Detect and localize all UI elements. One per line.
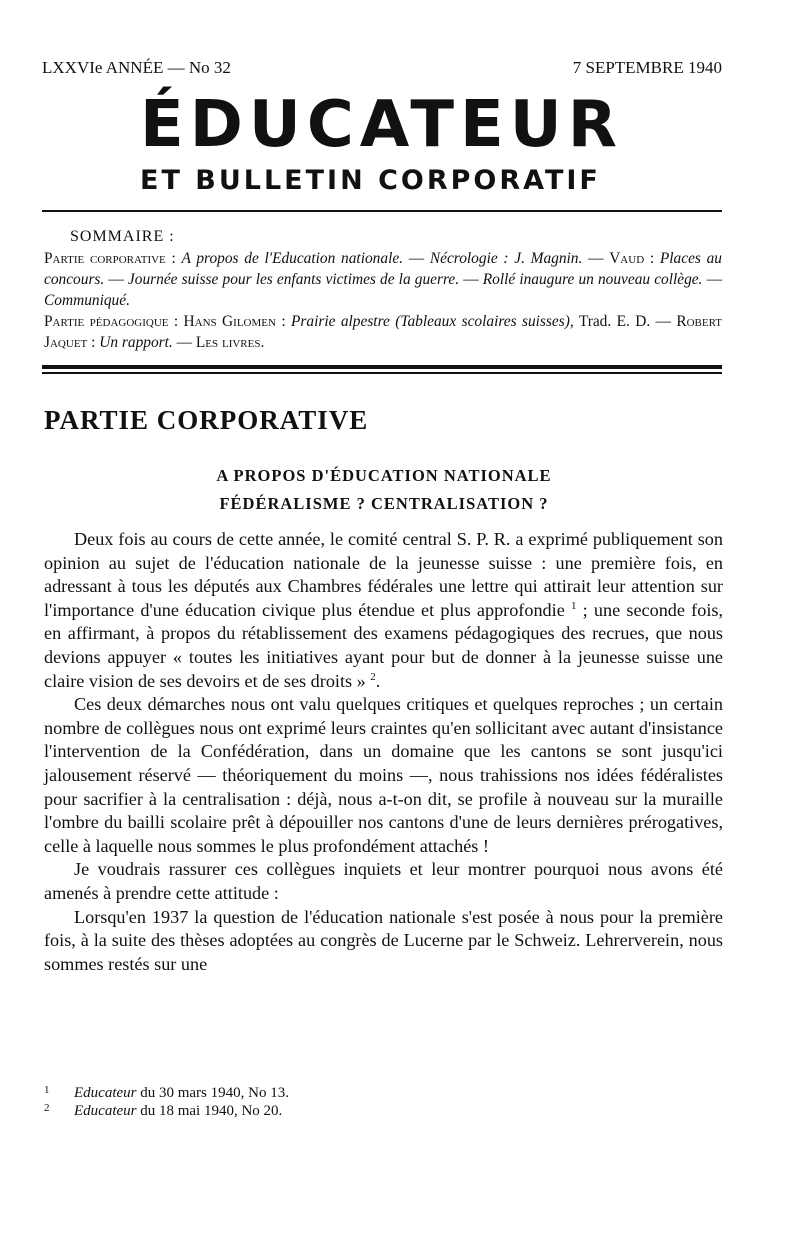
footnote: 1 Educateur du 30 mars 1940, No 13. <box>44 1084 289 1101</box>
part-corporative-label: Partie corporative <box>44 250 166 267</box>
masthead-title: ÉDUCATEUR <box>140 88 623 162</box>
issue-number: LXXVIe ANNÉE — No 32 <box>42 58 231 77</box>
part-pedagogique-label: Partie pédagogique <box>44 313 169 330</box>
masthead-subtitle: ET BULLETIN CORPORATIF <box>140 165 601 196</box>
author-name: Robert Jaquet <box>44 313 722 351</box>
divider-thick <box>42 365 722 369</box>
footnotes <box>44 1084 724 1120</box>
summary-part-corporative: Partie corporative : A propos de l'Education nationale. — Nécrologie : J. Magnin. — Vaud : Places au concours. — Journée suisse pour les enfants victimes de la guerre. — Rollé inaugure un nouveau collège. — Communiqué. <box>44 250 723 309</box>
divider-top <box>42 210 722 212</box>
summary-item: Les livres. <box>195 334 265 351</box>
summary-item: Prairie alpestre (Tableaux scolaires suisses), <box>290 313 574 330</box>
summary-item: Un rapport. <box>99 334 173 351</box>
paragraph: Je voudrais rassurer ces collègues inquiets et leur montrer pourquoi nous avons été amenés à prendre cette attitude : <box>44 859 723 903</box>
footnote-ref: 1 <box>570 599 577 612</box>
section-heading: PARTIE CORPORATIVE <box>44 405 369 435</box>
author-name: Hans Gilomen <box>183 313 276 330</box>
paragraph: Ces deux démarches nous ont valu quelques critiques et quelques reproches ; un certain nombre de collègues nous ont exprimé leurs craintes qu'en sollicitant avec autant d'insistance l'intervention de la Confédération, dans un domaine que les cantons se sont jusqu'ici jalousement réservé — théoriquement du moins —, nous trahissions nos idées fédéralistes pour sacrifier à la centralisation : déjà, nous a-t-on dit, se profile à nouveau sur la muraille l'ombre du bailli scolaire prêt à dépouiller nos cantons d'une de leurs dernières prérogatives, celle à laquelle nous sommes le plus profondément attachés ! <box>44 694 723 856</box>
paragraph: Lorsqu'en 1937 la question de l'éducation nationale s'est posée à nous pour la première fois, à la suite des thèses adoptées au congrès de Lucerne par le Schweiz. Lehrerverein, nous sommes restés sur une <box>44 906 723 974</box>
summary-item: Rollé inaugure un nouveau collège. <box>482 271 703 288</box>
masthead <box>140 90 630 198</box>
issue-header <box>42 58 722 80</box>
summary-part-pedagogique: Partie pédagogique : Hans Gilomen : Prairie alpestre (Tableaux scolaires suisses), Trad. E. D. — Robert Jaquet : Un rapport. — Les livres. <box>44 313 722 351</box>
issue-date: 7 SEPTEMBRE 1940 <box>572 58 722 77</box>
article-body <box>44 528 723 976</box>
table-of-contents <box>44 248 722 353</box>
article-subtitle: FÉDÉRALISME ? CENTRALISATION ? <box>219 494 549 513</box>
paragraph: Deux fois au cours de cette année, le comité central S. P. R. a exprimé publiquement son opinion au sujet de l'éducation nationale de la jeunesse suisse : une première fois, en adressant à tous les députés aux Chambres fédérales une lettre qui attirait leur attention sur l'importance d'une éducation civique plus étendue et plus approfondie $^1$ ; une seconde fois, en affirmant, à propos du rétablissement des examens pédagogiques des recrues, que nous devions appuyer « toutes les initiatives ayant pour but de donner à la jeunesse suisse une claire vision de ses devoirs et de ses droits » $^2$. <box>44 529 723 691</box>
divider-thin <box>42 372 722 374</box>
summary-item: Communiqué. <box>44 292 130 309</box>
summary-item: Places au concours. <box>44 250 722 288</box>
footnote: 2 Educateur du 18 mai 1940, No 20. <box>44 1102 283 1119</box>
summary-item: A propos de l'Education nationale. <box>181 250 404 267</box>
summary-item: J. Magnin. <box>514 250 583 267</box>
vaud-label: Vaud <box>609 250 645 267</box>
summary-item: Nécrologie : <box>429 250 509 267</box>
article-title: A PROPOS D'ÉDUCATION NATIONALE <box>216 466 552 485</box>
summary-item: Trad. E. D. <box>578 313 651 330</box>
summary-label: SOMMAIRE : <box>70 228 175 245</box>
footnote-ref: 2 <box>370 670 376 683</box>
summary-item: Journée suisse pour les enfants victimes de la guerre. <box>127 271 460 288</box>
